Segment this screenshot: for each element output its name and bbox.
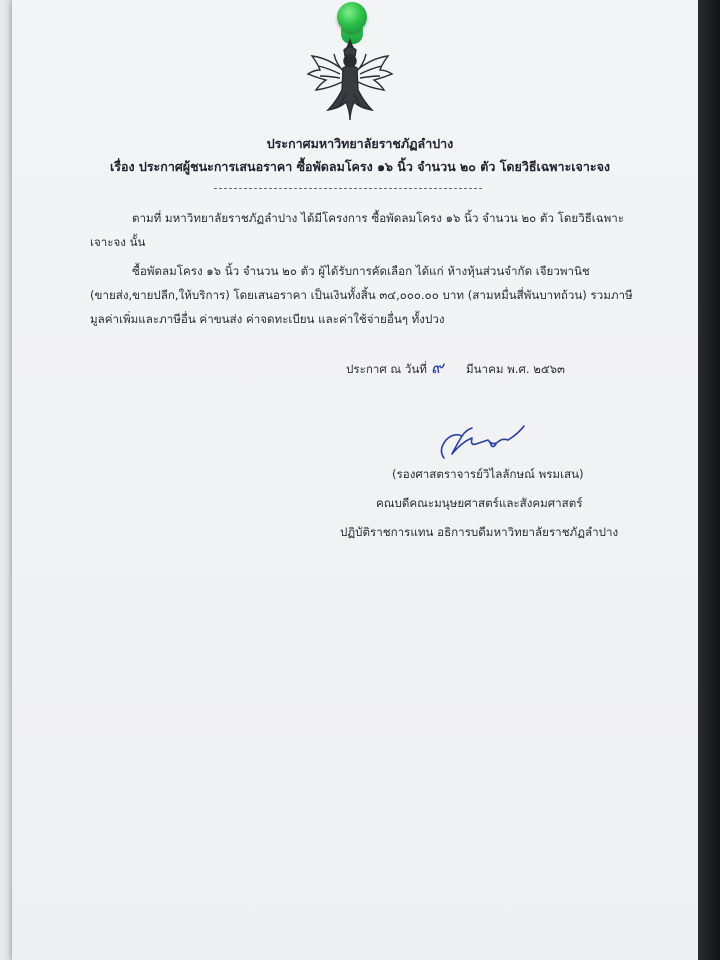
signature-icon — [432, 420, 542, 468]
university-announcement-title: ประกาศมหาวิทยาลัยราชภัฏลำปาง — [266, 136, 454, 151]
title-divider — [214, 188, 482, 189]
paragraph-2-line-1: ซื้อพัดลมโครง ๑๖ นิ้ว จำนวน ๒๐ ตัว ผู้ได้รับการคัดเลือก ได้แก่ ห้างหุ้นส่วนจำกัด เจียวพานิช — [132, 264, 590, 278]
paragraph-1-line-2: เจาะจง นั้น — [90, 235, 146, 249]
paragraph-2-line-2: (ขายส่ง,ขายปลีก,ให้บริการ) โดยเสนอราคา เป็นเงินทั้งสิ้น ๓๔,๐๐๐.๐๐ บาท (สามหมื่นสี่พันบาทถ้วน) รวมภาษี — [90, 288, 633, 302]
paragraph-1-line-1: ตามที่ มหาวิทยาลัยราชภัฏลำปาง ได้มีโครงการ ซื้อพัดลมโครง ๑๖ นิ้ว จำนวน ๒๐ ตัว โดยวิธีเฉพาะ — [132, 211, 625, 225]
signatory-name: (รองศาสตราจารย์วิไลลักษณ์ พรมเสน) — [392, 467, 584, 481]
signatory-position-acting: ปฏิบัติราชการแทน อธิการบดีมหาวิทยาลัยราชภัฏลำปาง — [340, 525, 619, 539]
announcement-subject: เรื่อง ประกาศผู้ชนะการเสนอราคา ซื้อพัดลมโครง ๑๖ นิ้ว จำนวน ๒๐ ตัว โดยวิธีเฉพาะเจาะจง — [109, 159, 611, 174]
signatory-position-dean: คณบดีคณะมนุษยศาสตร์และสังคมศาสตร์ — [376, 496, 583, 510]
push-pin-icon — [337, 2, 367, 32]
date-month-year: มีนาคม พ.ศ. ๒๕๖๓ — [466, 362, 565, 376]
date-prefix: ประกาศ ณ วันที่ — [346, 362, 427, 376]
paragraph-2-line-3: มูลค่าเพิ่มและภาษีอื่น ค่าขนส่ง ค่าจดทะเบียน และค่าใช้จ่ายอื่นๆ ทั้งปวง — [90, 312, 445, 326]
date-day-handwritten: ๙ — [431, 358, 444, 378]
garuda-emblem-icon — [300, 30, 400, 130]
